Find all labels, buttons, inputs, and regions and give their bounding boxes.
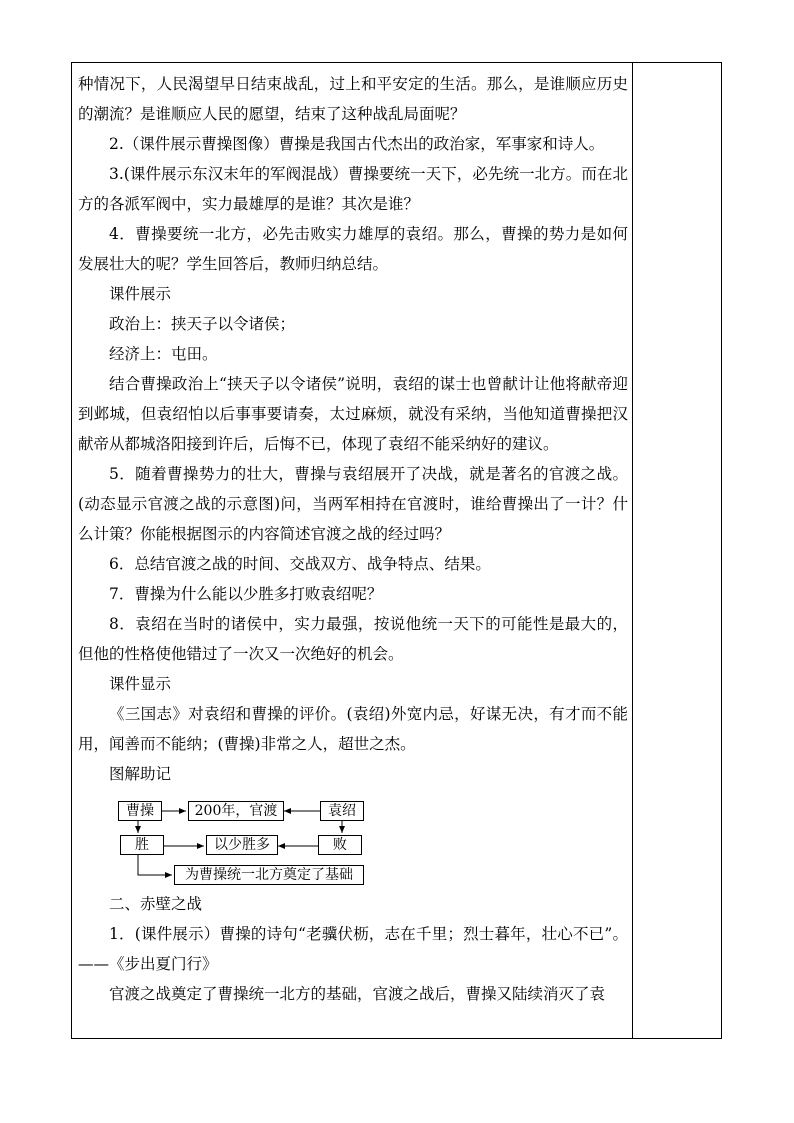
paragraph: 8．袁绍在当时的诸侯中，实力最强，按说他统一天下的可能性是最大的，但他的性格使他错过了一次又一次绝好的机会。 <box>78 615 628 663</box>
win-box: 胜 <box>120 835 164 855</box>
section-label: 图解助记 <box>109 765 172 783</box>
method-box: 以少胜多 <box>206 835 278 855</box>
paragraph: 官渡之战奠定了曹操统一北方的基础，官渡之战后，曹操又陆续消灭了袁 <box>109 985 606 1003</box>
column-divider <box>632 63 633 1038</box>
paragraph: 7．曹操为什么能以少胜多打败袁绍呢？ <box>109 585 383 603</box>
paragraph: 政治上：挟天子以令诸侯； <box>109 315 296 333</box>
lesson-table <box>71 62 722 1039</box>
section-heading: 二、赤壁之战 <box>109 895 203 913</box>
caocao-box: 曹操 <box>118 801 162 821</box>
battle-diagram <box>118 799 418 883</box>
paragraph: 《三国志》对袁绍和曹操的评价。(袁绍)外宽内忌，好谋无决，有才而不能用，闻善而不能纳；(曹操)非常之人，超世之杰。 <box>78 705 628 753</box>
paragraph: 5．随着曹操势力的壮大，曹操与袁绍展开了决战，就是著名的官渡之战。(动态显示官渡之战的示意图)问，当两军相持在官渡时，谁给曹操出了一计？什么计策？你能根据图示的内容简述官渡之战的经过吗？ <box>78 465 628 543</box>
result-box: 为曹操统一北方奠定了基础 <box>174 865 364 885</box>
section-label: 课件展示 <box>109 285 172 303</box>
paragraph: 6．总结官渡之战的时间、交战双方、战争特点、结果。 <box>109 555 491 573</box>
paragraph: 1．(课件展示）曹操的诗句“老骥伏枥，志在千里；烈士暮年，壮心不已”。——《步出夏门行》 <box>78 925 628 973</box>
paragraph: 2.（课件展示曹操图像）曹操是我国古代杰出的政治家，军事家和诗人。 <box>109 135 605 153</box>
paragraph: 结合曹操政治上“挟天子以令诸侯”说明，袁绍的谋士也曾献计让他将献帝迎到邺城，但袁绍怕以后事事要请奏，太过麻烦，就没有采纳，当他知道曹操把汉献帝从都城洛阳接到许后，后悔不已，体现了袁绍不能采纳好的建议。 <box>78 375 628 453</box>
paragraph: 3.(课件展示东汉末年的军阀混战）曹操要统一天下，必先统一北方。而在北方的各派军阀中，实力最雄厚的是谁？其次是谁？ <box>78 165 628 213</box>
battle-box: 200年，官渡 <box>188 801 284 821</box>
paragraph: 种情况下，人民渴望早日结束战乱，过上和平安定的生活。那么，是谁顺应历史的潮流？是谁顺应人民的愿望，结束了这种战乱局面呢？ <box>78 75 628 123</box>
yuanshao-box: 袁绍 <box>320 801 364 821</box>
paragraph: 4．曹操要统一北方，必先击败实力雄厚的袁绍。那么，曹操的势力是如何发展壮大的呢？学生回答后，教师归纳总结。 <box>78 225 628 273</box>
lose-box: 败 <box>318 835 362 855</box>
lesson-content <box>78 69 628 1009</box>
section-label: 课件显示 <box>109 675 172 693</box>
paragraph: 经济上：屯田。 <box>109 345 218 363</box>
